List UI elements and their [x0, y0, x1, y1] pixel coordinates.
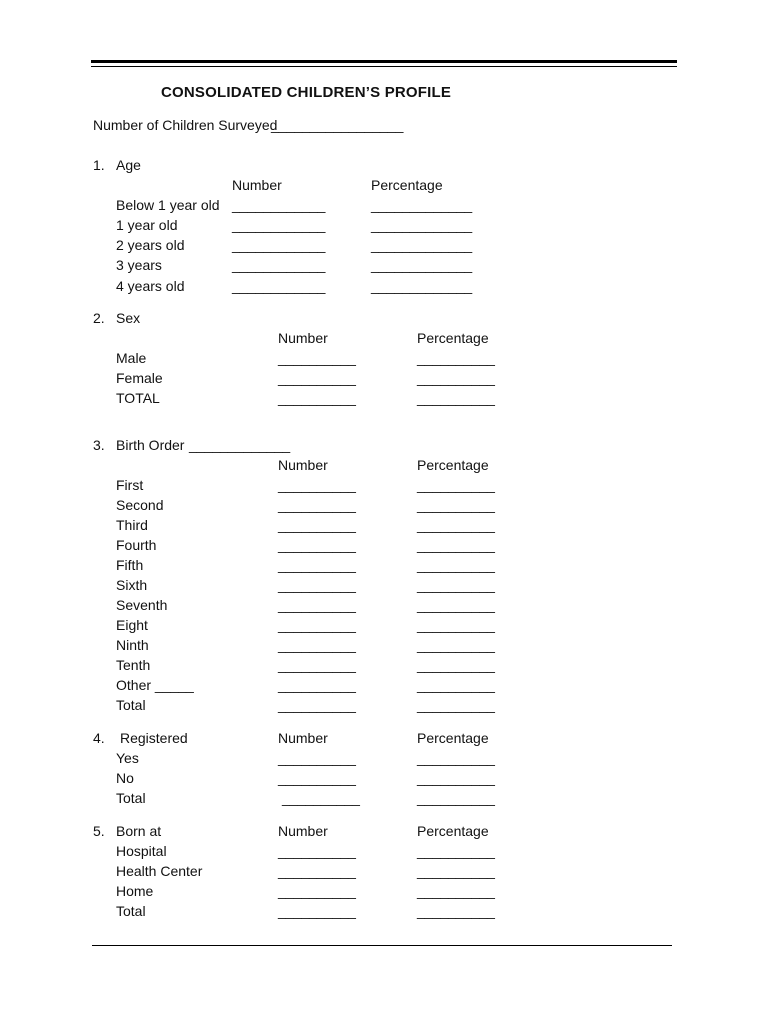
percentage-blank[interactable]: __________ — [417, 697, 495, 713]
row-label: Third — [116, 517, 148, 533]
number-blank[interactable]: __________ — [278, 370, 356, 386]
number-blank[interactable]: __________ — [278, 903, 356, 919]
row-label: 3 years — [116, 257, 162, 273]
percentage-blank[interactable]: __________ — [417, 677, 495, 693]
row-label: No — [116, 770, 134, 786]
percentage-blank[interactable]: __________ — [417, 477, 495, 493]
percentage-blank[interactable]: _____________ — [371, 257, 473, 273]
row-label: Total — [116, 790, 146, 806]
percentage-blank[interactable]: __________ — [417, 750, 495, 766]
row-label: Eight — [116, 617, 148, 633]
percentage-blank[interactable]: __________ — [417, 903, 495, 919]
percentage-blank[interactable]: _____________ — [371, 217, 473, 233]
number-blank[interactable]: __________ — [278, 597, 356, 613]
children-surveyed-blank[interactable]: _________________ — [271, 117, 404, 133]
top-thin-rule — [91, 66, 677, 67]
children-surveyed-label: Number of Children Surveyed — [93, 117, 278, 133]
number-blank[interactable]: ____________ — [232, 257, 326, 273]
column-header-number: Number — [278, 730, 328, 746]
percentage-blank[interactable]: __________ — [417, 843, 495, 859]
row-label: 4 years old — [116, 278, 185, 294]
number-blank[interactable]: __________ — [278, 657, 356, 673]
number-blank[interactable]: __________ — [278, 350, 356, 366]
column-header-percentage: Percentage — [371, 177, 443, 193]
row-label: Fifth — [116, 557, 144, 573]
percentage-blank[interactable]: __________ — [417, 390, 495, 406]
row-label: Home — [116, 883, 154, 899]
row-label: First — [116, 477, 144, 493]
percentage-blank[interactable]: __________ — [417, 517, 495, 533]
number-blank[interactable]: __________ — [278, 517, 356, 533]
percentage-blank[interactable]: __________ — [417, 350, 495, 366]
column-header-percentage: Percentage — [417, 730, 489, 746]
percentage-blank[interactable]: __________ — [417, 657, 495, 673]
percentage-blank[interactable]: __________ — [417, 577, 495, 593]
row-label: Sixth — [116, 577, 148, 593]
number-blank[interactable]: ____________ — [232, 217, 326, 233]
number-blank[interactable]: __________ — [278, 697, 356, 713]
section-number: 3. — [93, 437, 105, 453]
row-label: Total — [116, 697, 146, 713]
row-label: Hospital — [116, 843, 167, 859]
number-blank[interactable]: __________ — [278, 883, 356, 899]
percentage-blank[interactable]: __________ — [417, 617, 495, 633]
section-heading: Registered — [120, 730, 188, 746]
row-label: Ninth — [116, 637, 149, 653]
section-number: 5. — [93, 823, 105, 839]
number-blank[interactable]: __________ — [278, 497, 356, 513]
page-title: CONSOLIDATED CHILDREN’S PROFILE — [161, 84, 452, 101]
row-label: Tenth — [116, 657, 151, 673]
section-heading: Sex — [116, 310, 141, 326]
percentage-blank[interactable]: _____________ — [371, 197, 473, 213]
number-blank[interactable]: __________ — [278, 617, 356, 633]
row-label: Health Center — [116, 863, 203, 879]
birth-order-blank[interactable]: _____________ — [189, 437, 291, 453]
column-header-number: Number — [278, 457, 328, 473]
column-header-percentage: Percentage — [417, 457, 489, 473]
row-label: Seventh — [116, 597, 168, 613]
row-label: Second — [116, 497, 164, 513]
percentage-blank[interactable]: __________ — [417, 537, 495, 553]
row-label: Total — [116, 903, 146, 919]
percentage-blank[interactable]: __________ — [417, 863, 495, 879]
percentage-blank[interactable]: __________ — [417, 557, 495, 573]
number-blank[interactable]: __________ — [278, 537, 356, 553]
row-label: Yes — [116, 750, 139, 766]
row-label: 2 years old — [116, 237, 185, 253]
row-label: Below 1 year old — [116, 197, 220, 213]
number-blank[interactable]: ____________ — [232, 237, 326, 253]
column-header-number: Number — [278, 330, 328, 346]
column-header-number: Number — [278, 823, 328, 839]
bottom-rule — [92, 945, 672, 946]
section-number: 1. — [93, 157, 105, 173]
number-blank[interactable]: __________ — [278, 577, 356, 593]
percentage-blank[interactable]: __________ — [417, 497, 495, 513]
percentage-blank[interactable]: __________ — [417, 790, 495, 806]
number-blank[interactable]: __________ — [278, 557, 356, 573]
row-label: 1 year old — [116, 217, 178, 233]
number-blank[interactable]: __________ — [278, 750, 356, 766]
section-heading: Born at — [116, 823, 162, 839]
section-heading: Age — [116, 157, 141, 173]
number-blank[interactable]: __________ — [278, 637, 356, 653]
row-label: Other _____ — [116, 677, 194, 693]
section-heading: Birth Order — [116, 437, 185, 453]
row-label: Female — [116, 370, 163, 386]
percentage-blank[interactable]: _____________ — [371, 278, 473, 294]
percentage-blank[interactable]: __________ — [417, 637, 495, 653]
percentage-blank[interactable]: _____________ — [371, 237, 473, 253]
row-label: Fourth — [116, 537, 157, 553]
column-header-percentage: Percentage — [417, 823, 489, 839]
row-label: Male — [116, 350, 147, 366]
number-blank[interactable]: __________ — [278, 770, 356, 786]
percentage-blank[interactable]: __________ — [417, 597, 495, 613]
number-blank[interactable]: __________ — [278, 677, 356, 693]
percentage-blank[interactable]: __________ — [417, 370, 495, 386]
percentage-blank[interactable]: __________ — [417, 883, 495, 899]
number-blank[interactable]: ____________ — [232, 278, 326, 294]
number-blank[interactable]: __________ — [278, 390, 356, 406]
column-header-number: Number — [232, 177, 282, 193]
number-blank[interactable]: __________ — [278, 843, 356, 859]
number-blank[interactable]: __________ — [282, 790, 360, 806]
section-number: 2. — [93, 310, 105, 326]
number-blank[interactable]: __________ — [278, 477, 356, 493]
percentage-blank[interactable]: __________ — [417, 770, 495, 786]
number-blank[interactable]: ____________ — [232, 197, 326, 213]
section-number: 4. — [93, 730, 105, 746]
top-thick-rule — [91, 60, 677, 63]
column-header-percentage: Percentage — [417, 330, 489, 346]
number-blank[interactable]: __________ — [278, 863, 356, 879]
row-label: TOTAL — [116, 390, 160, 406]
